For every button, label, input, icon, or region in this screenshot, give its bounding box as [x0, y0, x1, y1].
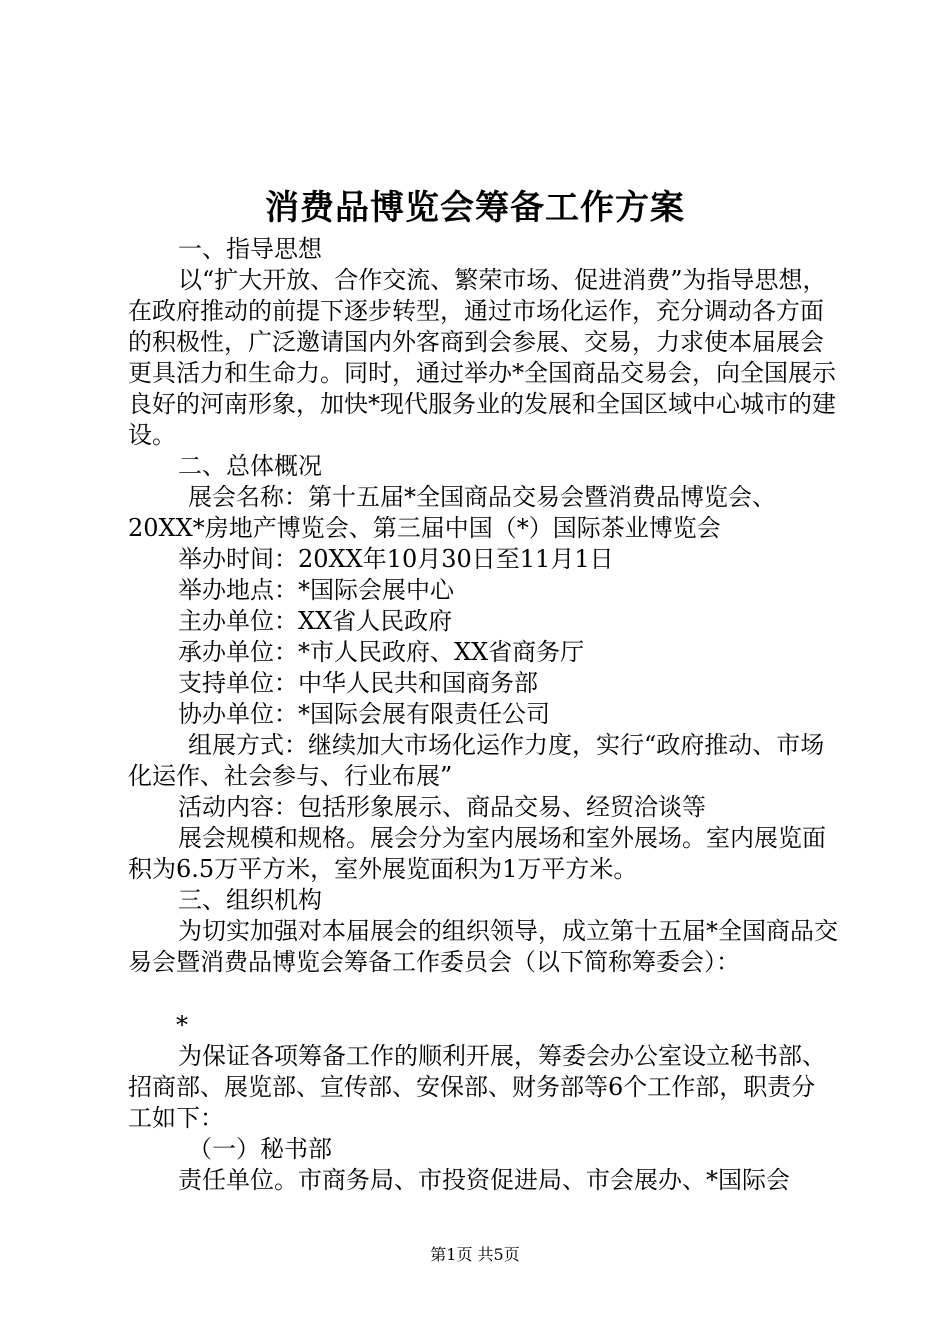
paragraph-guiding-ideology: 以“扩大开放、合作交流、繁荣市场、促进消费”为指导思想，在政府推动的前提下逐步转型，通过市场化运作，充分调动各方面的积极性，广泛邀请国内外客商到会参展、交易，力求使本届展会更具活力和生命力。同时，通过举办*全国商品交易会，向全国展示良好的河南形象，加快*现代服务业的发展和全国区域中心城市的建设。	[128, 266, 836, 449]
paragraph-organizer: 承办单位：*市人民政府、XX省商务厅	[178, 638, 585, 666]
paragraph-departments: 为保证各项筹备工作的顺利开展，筹委会办公室设立秘书部、招商部、展览部、宣传部、安保部、财务部等6个工作部，职责分工如下：	[128, 1042, 826, 1132]
section-heading-guiding-ideology: 一、指导思想	[178, 235, 322, 263]
document-title: 消费品博览会筹备工作方案	[265, 188, 685, 228]
paragraph-committee: 为切实加强对本届展会的组织领导，成立第十五届*全国商品交易会暨消费品博览会筹备工作委员会（以下简称筹委会）：	[128, 917, 838, 976]
paragraph-expo-name: 展会名称：第十五届*全国商品交易会暨消费品博览会、20XX*房地产博览会、第三届中国（*）国际茶业博览会	[128, 483, 776, 542]
paragraph-expo-venue: 举办地点：*国际会展中心	[178, 576, 454, 604]
placeholder-star: *	[176, 1011, 188, 1039]
paragraph-scale: 展会规模和规格。展会分为室内展场和室外展场。室内展览面积为6.5万平方米，室外展览面积为1万平方米。	[128, 824, 826, 883]
page-footer: 第1页 共5页	[430, 1245, 520, 1264]
paragraph-activities: 活动内容：包括形象展示、商品交易、经贸洽谈等	[178, 793, 706, 821]
paragraph-expo-time: 举办时间：20XX年10月30日至11月1日	[178, 545, 614, 573]
section-heading-organization: 三、组织机构	[178, 886, 322, 914]
subheading-secretariat: （一）秘书部	[188, 1135, 332, 1163]
paragraph-supporter: 支持单位：中华人民共和国商务部	[178, 669, 538, 697]
paragraph-exhibition-mode: 组展方式：继续加大市场化运作力度，实行“政府推动、市场化运作、社会参与、行业布展”	[128, 731, 825, 790]
paragraph-host: 主办单位：XX省人民政府	[178, 607, 453, 635]
blank-line	[128, 978, 838, 1010]
document-body	[128, 234, 838, 1196]
paragraph-responsible-units: 责任单位。市商务局、市投资促进局、市会展办、*国际会	[178, 1166, 790, 1194]
section-heading-overview: 二、总体概况	[178, 452, 322, 480]
paragraph-co-organizer: 协办单位：*国际会展有限责任公司	[178, 700, 550, 728]
